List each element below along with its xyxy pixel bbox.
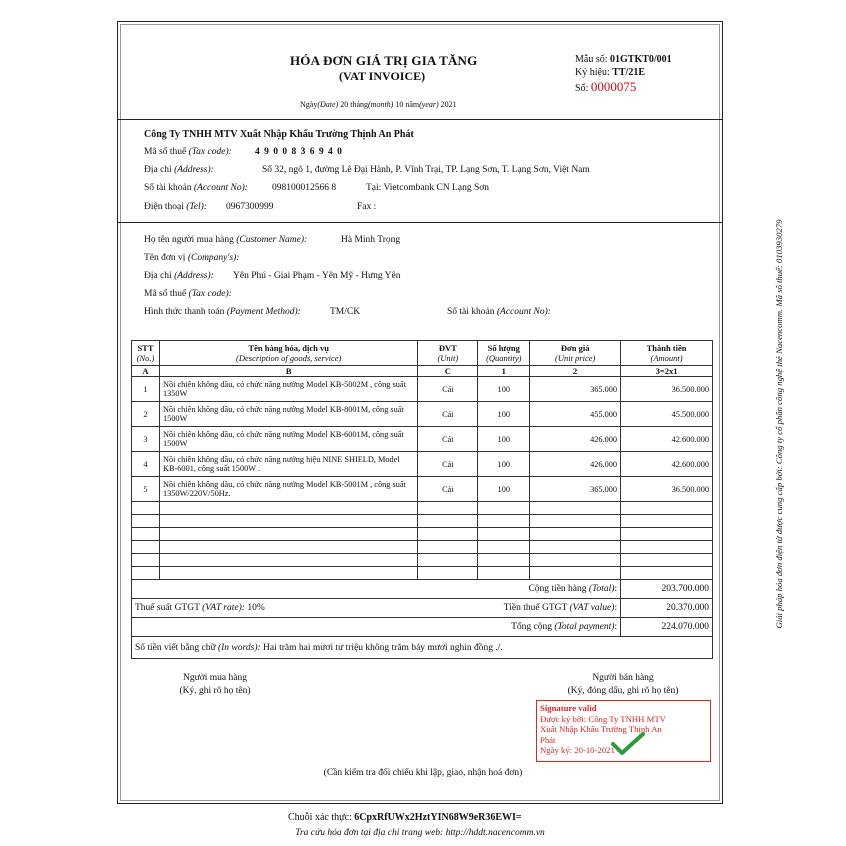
- row-quantity: 100: [478, 377, 530, 402]
- row-quantity: 100: [478, 402, 530, 427]
- row-unit: Cái: [418, 452, 478, 477]
- header-unit: ĐVT (Unit): [418, 341, 478, 366]
- subtotal-label: Cộng tiền hàng (Total):: [132, 580, 621, 599]
- subtotal-value: 203.700.000: [621, 580, 713, 599]
- total-row: [132, 618, 713, 637]
- row-description: Nồi chiên không dầu, có chức năng nướng Model KB-8001M, công suất 1500W: [159, 402, 417, 427]
- buyer-company: Tên đơn vị (Company's):: [144, 253, 240, 263]
- total-value: 224.070.000: [621, 618, 713, 637]
- vat-amount-label: Tiền thuế GTGT (VAT value):: [418, 599, 621, 618]
- empty-row: [132, 528, 713, 541]
- divider: [118, 119, 722, 120]
- vat-rate: Thuế suất GTGT (VAT rate): 10%: [132, 599, 418, 618]
- row-unit-price: 365.000: [530, 477, 621, 502]
- row-unit: Cái: [418, 427, 478, 452]
- empty-row: [132, 502, 713, 515]
- invoice-symbol: Ký hiệu: TT/21E: [575, 67, 646, 78]
- table-header-row: [132, 341, 713, 366]
- row-quantity: 100: [478, 452, 530, 477]
- seller-account: Số tài khoản (Account No): 098100012566 8 Tại: Vietcombank CN Lạng Sơn: [144, 183, 490, 193]
- buyer-tax-code: Mã số thuế (Tax code):: [144, 289, 232, 299]
- empty-row: [132, 554, 713, 567]
- header-unit-price: Đơn giá (Unit price): [530, 341, 621, 366]
- seller-name: Công Ty TNHH MTV Xuất Nhập Khẩu Trường Thịnh An Phát: [144, 129, 414, 140]
- row-description: Nồi chiên không dầu, có chức năng nướng Model KB-6001M, công suất 1500W: [159, 427, 417, 452]
- invoice-title-en: (VAT INVOICE): [339, 69, 426, 83]
- invoice-title: HÓA ĐƠN GIÁ TRỊ GIA TĂNG: [290, 53, 478, 68]
- table-row: [132, 402, 713, 427]
- column-code: 2: [530, 366, 621, 377]
- header-quantity: Số lượng (Quantity): [478, 341, 530, 366]
- row-description: Nồi chiên không dầu, có chức năng nướng Model KB-5001M , công suất 1350W/220V/50Hz.: [159, 477, 417, 502]
- row-number: 2: [132, 402, 160, 427]
- column-code: 1: [478, 366, 530, 377]
- row-unit-price: 426.000: [530, 452, 621, 477]
- digital-signature-box: [536, 700, 711, 762]
- signed-date: Ngày ký: 20-10-2021: [540, 745, 615, 755]
- buyer-account: Số tài khoản (Account No):: [447, 307, 551, 317]
- column-code: C: [418, 366, 478, 377]
- row-unit: Cái: [418, 402, 478, 427]
- buyer-name: Họ tên người mua hàng (Customer Name): Hà Minh Trọng: [144, 235, 401, 245]
- check-mark-icon: [611, 732, 645, 756]
- seller-address: Địa chỉ (Address): Số 32, ngõ 1, đường Lê Đại Hành, P. Vĩnh Trại, TP. Lạng Sơn, T. Lạng Sơn, Việt Nam: [144, 165, 590, 175]
- row-amount: 36.500.000: [621, 377, 713, 402]
- row-unit: Cái: [418, 477, 478, 502]
- row-quantity: 100: [478, 477, 530, 502]
- header-amount: Thành tiền (Amount): [621, 341, 713, 366]
- table-row: [132, 452, 713, 477]
- buyer-address: Địa chỉ (Address): Yên Phú - Giai Phạm - Yên Mỹ - Hưng Yên: [144, 271, 401, 281]
- row-amount: 36.500.000: [621, 477, 713, 502]
- total-label: Tổng cộng (Total payment):: [132, 618, 621, 637]
- row-unit-price: 426.000: [530, 427, 621, 452]
- subtotal-row: [132, 580, 713, 599]
- empty-row: [132, 541, 713, 554]
- signature-valid-title: Signature valid: [540, 703, 597, 713]
- column-code: B: [159, 366, 417, 377]
- header-no: STT (No.): [132, 341, 160, 366]
- buyer-payment: Hình thức thanh toán (Payment Method): TM/CK: [144, 307, 361, 317]
- row-amount: 42.600.000: [621, 452, 713, 477]
- signed-by-line: Phát: [540, 734, 556, 745]
- seller-tax-code: Mã số thuế (Tax code): 4 9 0 0 8 3 6 9 4 0: [144, 147, 343, 157]
- signed-by-line: Xuất Nhập Khẩu Trường Thịnh An: [540, 724, 662, 734]
- table-row: [132, 377, 713, 402]
- amount-in-words: Số tiền viết bằng chữ (In words): Hai trăm hai mươi tư triệu không trăm bảy mươi nghìn đồng ./.: [132, 637, 713, 659]
- invoice-number: Số: 0000075: [575, 79, 637, 94]
- signed-by-line: Được ký bởi: Công Ty TNHH MTV: [540, 713, 666, 724]
- header-description: Tên hàng hóa, dịch vụ (Description of goods, service): [159, 341, 417, 366]
- empty-row: [132, 515, 713, 528]
- invoice-date: Ngày(Date) 20 tháng(month) 10 năm(year) 2021: [300, 100, 457, 109]
- divider: [118, 222, 722, 223]
- row-unit-price: 365.000: [530, 377, 621, 402]
- seller-phone: Điện thoại (Tel): 0967300999 Fax :: [144, 202, 377, 212]
- table-row: [132, 427, 713, 452]
- template-number: Mẫu số: 01GTKT0/001: [575, 54, 672, 65]
- vat-row: [132, 599, 713, 618]
- vat-amount-value: 20.370.000: [621, 599, 713, 618]
- row-quantity: 100: [478, 427, 530, 452]
- items-table: [131, 340, 713, 659]
- row-number: 5: [132, 477, 160, 502]
- row-amount: 42.600.000: [621, 427, 713, 452]
- row-description: Nồi chiên không dầu, có chức năng nướng Model KB-5002M , công suất 1350W: [159, 377, 417, 402]
- row-unit-price: 455.000: [530, 402, 621, 427]
- empty-row: [132, 567, 713, 580]
- row-description: Nồi chiên không dầu, có chức năng nướng hiệu NINE SHIELD, Model KB-6001, công suất 1500W .: [159, 452, 417, 477]
- row-number: 4: [132, 452, 160, 477]
- table-row: [132, 477, 713, 502]
- column-code: 3=2x1: [621, 366, 713, 377]
- row-number: 1: [132, 377, 160, 402]
- row-amount: 45.500.000: [621, 402, 713, 427]
- amount-in-words-row: [132, 637, 713, 659]
- row-number: 3: [132, 427, 160, 452]
- column-code: A: [132, 366, 160, 377]
- row-unit: Cái: [418, 377, 478, 402]
- column-code-row: [132, 366, 713, 377]
- auth-code-line: Chuỗi xác thực: 6CpxRfUWx2HztYIN68W9eR36EWI=: [288, 812, 522, 823]
